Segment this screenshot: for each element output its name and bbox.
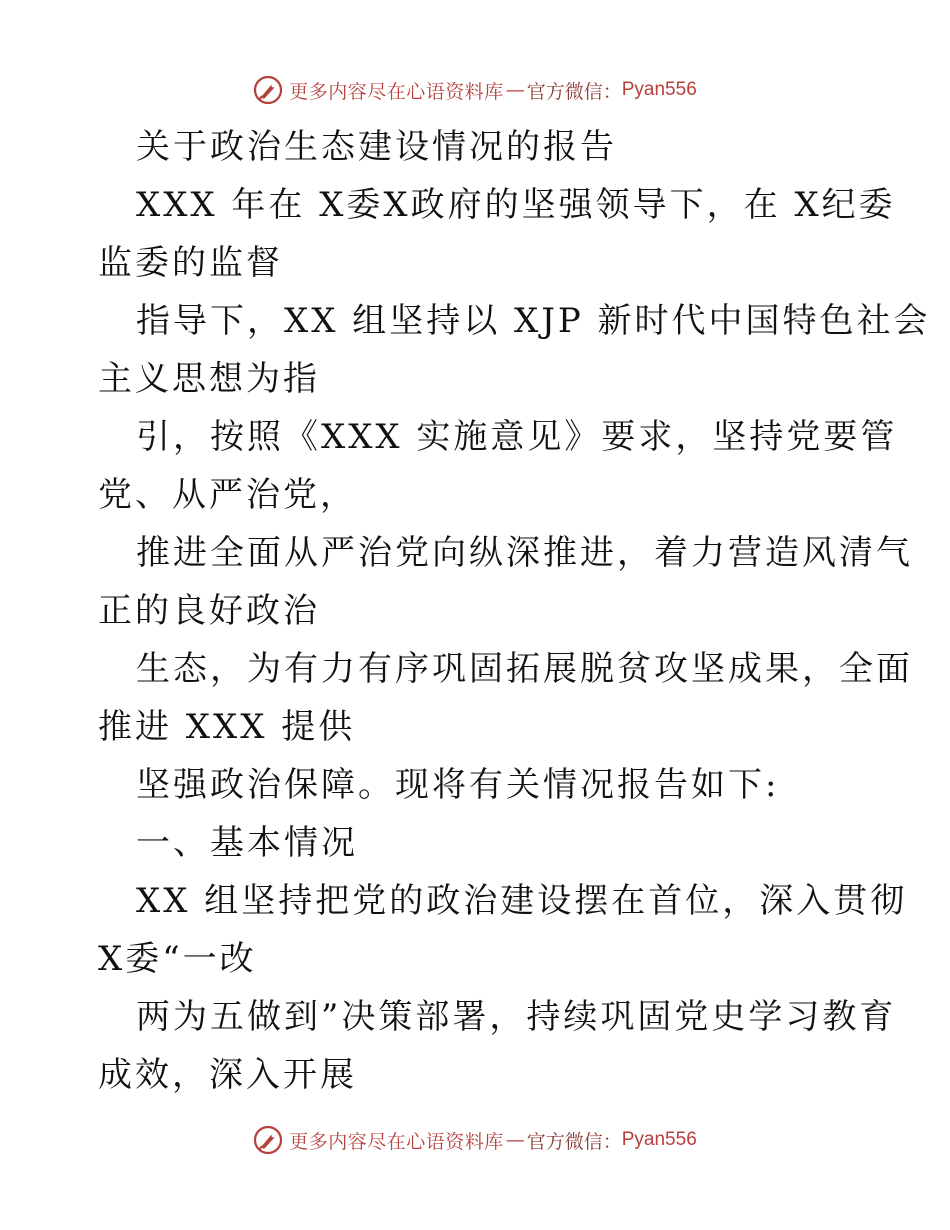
paragraph-line: 两为五做到”决策部署，持续巩固党史学习教育 xyxy=(136,997,897,1037)
pen-logo-icon xyxy=(253,1125,283,1155)
paragraph-line: 主义思想为指 xyxy=(98,359,320,399)
banner-text: 更多内容尽在心语资料库 xyxy=(289,1130,504,1153)
paragraph-line: 坚强政治保障。现将有关情况报告如下: xyxy=(136,765,780,805)
paragraph-line: 推进全面从严治党向纵深推进，着力营造风清气 xyxy=(136,533,913,573)
document-body xyxy=(98,118,931,1104)
paragraph-line: 推进 XXX 提供 xyxy=(98,707,356,747)
header-banner xyxy=(0,70,950,110)
banner-wechat-id: Pyan556 xyxy=(621,79,697,100)
banner-text: 更多内容尽在心语资料库 xyxy=(289,80,504,103)
paragraph-line: 引，按照《XXX 实施意见》要求，坚持党要管 xyxy=(136,417,898,457)
paragraph-line: 正的良好政治 xyxy=(98,591,320,631)
paragraph-line: X委“一改 xyxy=(98,939,257,979)
paragraph-line: 指导下，XX 组坚持以 XJP 新时代中国特色社会 xyxy=(136,301,931,341)
document-title: 关于政治生态建设情况的报告 xyxy=(136,127,617,167)
footer-banner xyxy=(0,1120,950,1160)
paragraph-line: XX 组坚持把党的政治建设摆在首位，深入贯彻 xyxy=(136,881,908,921)
banner-separator: — xyxy=(505,1129,525,1151)
banner-separator: — xyxy=(505,79,525,101)
paragraph-line: 生态，为有力有序巩固拓展脱贫攻坚成果，全面 xyxy=(136,649,913,689)
paragraph-line: XXX 年在 X委X政府的坚强领导下，在 X纪委 xyxy=(136,185,896,225)
paragraph-line: 监委的监督 xyxy=(98,243,283,283)
banner-wechat-label: 官方微信： xyxy=(526,1130,622,1153)
paragraph-line: 党、从严治党， xyxy=(98,475,357,515)
paragraph-line: 成效，深入开展 xyxy=(98,1055,357,1095)
pen-logo-icon xyxy=(253,75,283,105)
banner-wechat-id: Pyan556 xyxy=(621,1129,697,1150)
banner-wechat-label: 官方微信： xyxy=(526,80,622,103)
section-heading: 一、基本情况 xyxy=(136,823,358,863)
